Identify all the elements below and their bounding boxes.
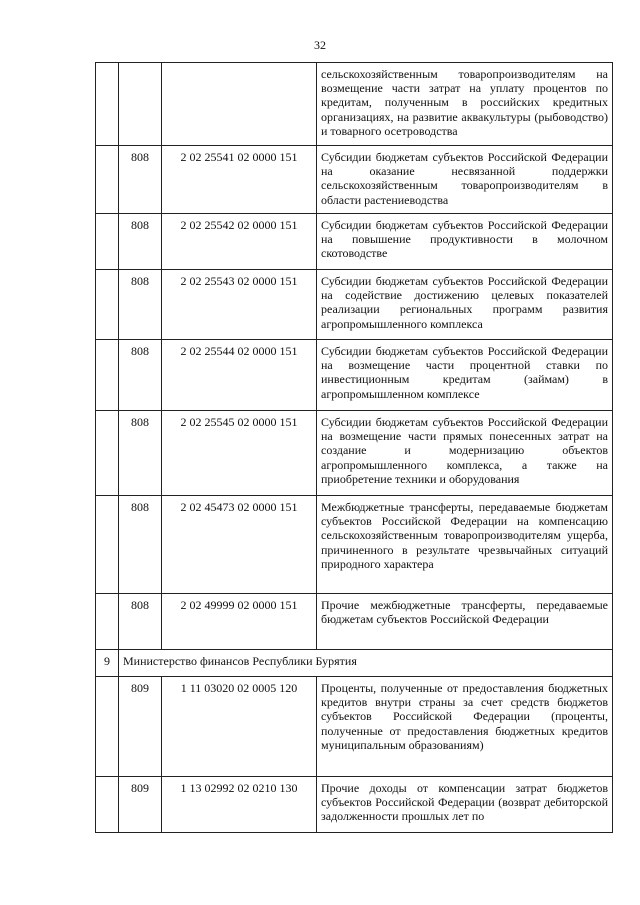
- table-row: [96, 63, 613, 146]
- row-number-cell: [96, 63, 119, 146]
- budget-code-cell: 1 13 02992 02 0210 130: [162, 777, 317, 833]
- admin-code-cell: [119, 63, 162, 146]
- description-cell: Прочие межбюджетные трансферты, передаваемые бюджетам субъектов Российской Федерации: [317, 594, 613, 650]
- table-row: [96, 496, 613, 594]
- admin-code-cell: 808: [119, 340, 162, 411]
- row-number-cell: [96, 677, 119, 777]
- budget-code-cell: 2 02 25541 02 0000 151: [162, 146, 317, 214]
- admin-code-cell: 808: [119, 411, 162, 496]
- budget-codes-table: [95, 62, 613, 833]
- admin-code-cell: 808: [119, 270, 162, 340]
- section-number-cell: 9: [96, 650, 119, 677]
- description-cell: Прочие доходы от компенсации затрат бюджетов субъектов Российской Федерации (возврат дебиторской задолженности прошлых лет по: [317, 777, 613, 833]
- row-number-cell: [96, 146, 119, 214]
- budget-code-cell: 2 02 25542 02 0000 151: [162, 214, 317, 270]
- table-row: [96, 677, 613, 777]
- budget-code-cell: 2 02 45473 02 0000 151: [162, 496, 317, 594]
- budget-code-cell: 1 11 03020 02 0005 120: [162, 677, 317, 777]
- admin-code-cell: 808: [119, 146, 162, 214]
- budget-code-cell: [162, 63, 317, 146]
- table-row: [96, 594, 613, 650]
- table-row: [96, 340, 613, 411]
- row-number-cell: [96, 777, 119, 833]
- description-cell: Субсидии бюджетам субъектов Российской Федерации на оказание несвязанной поддержки сельскохозяйственным товаропроизводителям в области растениеводства: [317, 146, 613, 214]
- description-cell: сельскохозяйственным товаропроизводителям на возмещение части затрат на уплату процентов по кредитам, полученным в российских кредитных организациях, на развитие аквакультуры (рыбоводство) и товарного осетроводства: [317, 63, 613, 146]
- description-cell: Субсидии бюджетам субъектов Российской Федерации на повышение продуктивности в молочном скотоводстве: [317, 214, 613, 270]
- budget-code-cell: 2 02 25545 02 0000 151: [162, 411, 317, 496]
- table-row: [96, 411, 613, 496]
- row-number-cell: [96, 594, 119, 650]
- row-number-cell: [96, 270, 119, 340]
- description-cell: Субсидии бюджетам субъектов Российской Федерации на возмещение части процентной ставки по инвестиционным кредитам (займам) в агропромышленном комплексе: [317, 340, 613, 411]
- admin-code-cell: 808: [119, 214, 162, 270]
- description-cell: Субсидии бюджетам субъектов Российской Федерации на содействие достижению целевых показателей реализации региональных программ развития агропромышленного комплекса: [317, 270, 613, 340]
- row-number-cell: [96, 214, 119, 270]
- section-title-cell: Министерство финансов Республики Бурятия: [119, 650, 613, 677]
- description-cell: Межбюджетные трансферты, передаваемые бюджетам субъектов Российской Федерации на компенсацию сельскохозяйственным товаропроизводителям ущерба, причиненного в результате чрезвычайных ситуаций природного характера: [317, 496, 613, 594]
- section-row: [96, 650, 613, 677]
- admin-code-cell: 808: [119, 594, 162, 650]
- description-cell: Субсидии бюджетам субъектов Российской Федерации на возмещение части прямых понесенных затрат на создание и модернизацию объектов агропромышленного комплекса, а также на приобретение техники и оборудования: [317, 411, 613, 496]
- page-number: 32: [314, 38, 326, 52]
- admin-code-cell: 808: [119, 496, 162, 594]
- row-number-cell: [96, 496, 119, 594]
- row-number-cell: [96, 411, 119, 496]
- table-row: [96, 777, 613, 833]
- table-row: [96, 270, 613, 340]
- budget-code-cell: 2 02 25544 02 0000 151: [162, 340, 317, 411]
- description-cell: Проценты, полученные от предоставления бюджетных кредитов внутри страны за счет средств бюджетов субъектов Российской Федерации (проценты, полученные от предоставления бюджетных кредитов муниципальным образованиям): [317, 677, 613, 777]
- budget-code-cell: 2 02 49999 02 0000 151: [162, 594, 317, 650]
- admin-code-cell: 809: [119, 677, 162, 777]
- admin-code-cell: 809: [119, 777, 162, 833]
- table-row: [96, 146, 613, 214]
- budget-code-cell: 2 02 25543 02 0000 151: [162, 270, 317, 340]
- row-number-cell: [96, 340, 119, 411]
- table-row: [96, 214, 613, 270]
